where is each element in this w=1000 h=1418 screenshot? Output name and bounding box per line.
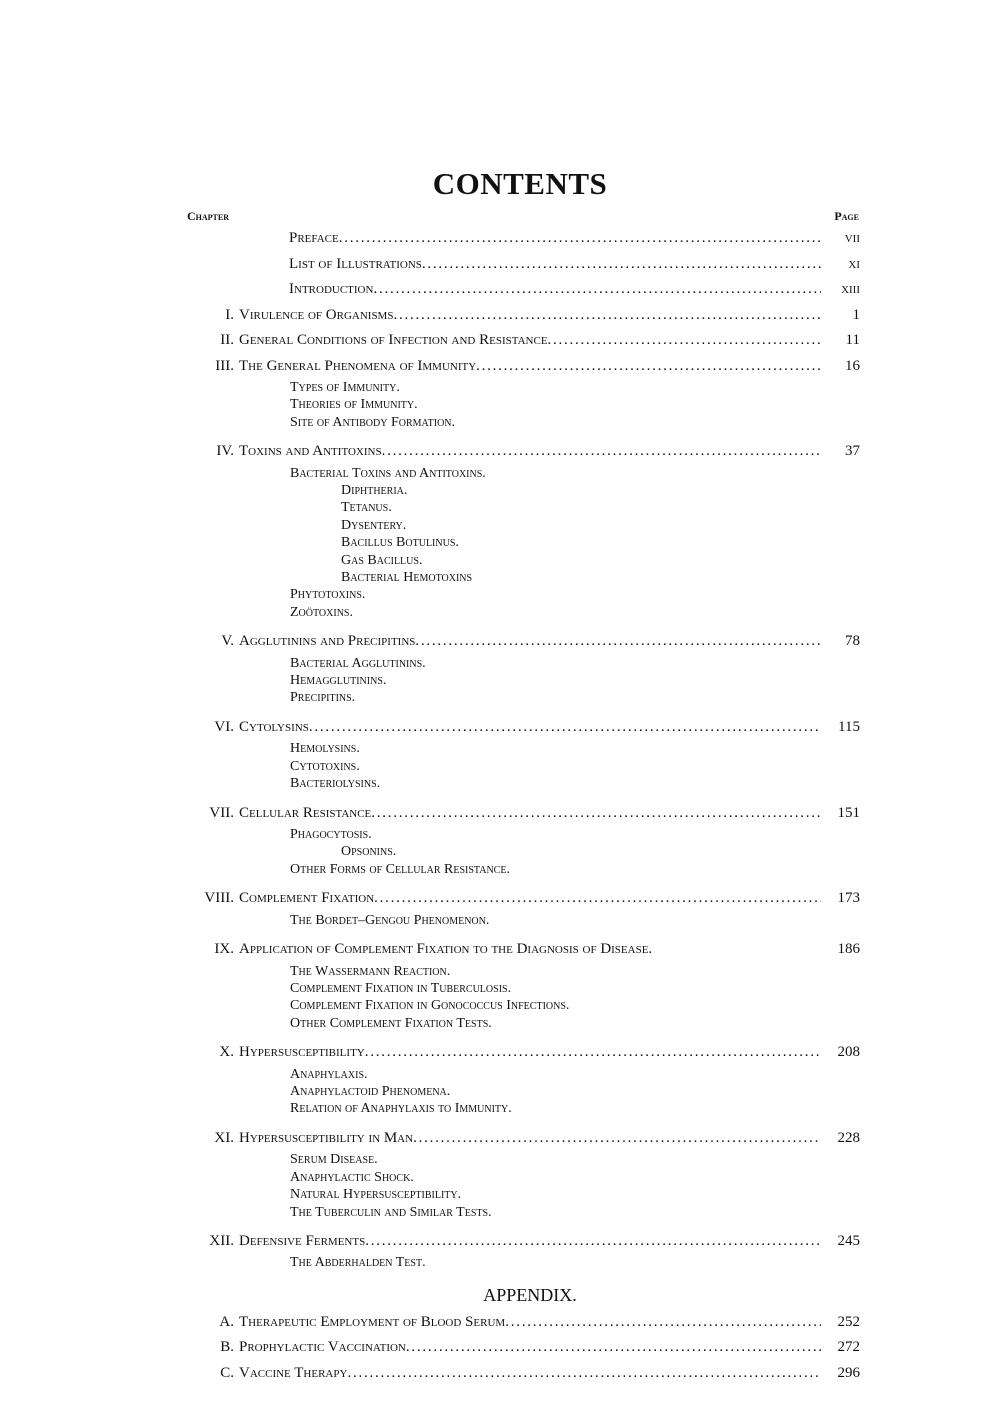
entry-title: Application of Complement Fixation to the Diagnosis of Disease. [239, 941, 653, 958]
sub-entry: Complement Fixation in Gonococcus Infections. [290, 998, 570, 1014]
spacer [0, 707, 1000, 715]
toc-entry [0, 1361, 1000, 1387]
entry-title: The General Phenomena of Immunity . . . [239, 354, 821, 380]
chapter-number: B. [220, 1339, 234, 1356]
page-title: CONTENTS [432, 166, 608, 201]
page-number: 37 [845, 443, 860, 460]
sub-entry: Other Complement Fixation Tests. [290, 1015, 492, 1031]
entry-title: Prophylactic Vaccination . . . [239, 1335, 821, 1361]
page-number: 272 [837, 1339, 860, 1356]
sub-entry: Bacterial Agglutinins. [290, 655, 426, 671]
entry-title: Vaccine Therapy . . . [239, 1361, 821, 1387]
chapter-number: II. [220, 332, 234, 348]
chapter-number: IX. [214, 941, 234, 958]
sub-entry: Complement Fixation in Tuberculosis. [290, 980, 512, 996]
entry-title: Cytolysins . . . [239, 715, 821, 741]
sub-entry: Bacteriolysins. [290, 776, 381, 792]
page-number: xiii [841, 281, 860, 297]
toc-entry [0, 886, 1000, 912]
sub-entry: Serum Disease. [290, 1152, 378, 1168]
sub-entry: Diphtheria. [341, 483, 408, 499]
chapter-number: XI. [214, 1129, 234, 1146]
chapter-number: I. [225, 306, 234, 323]
sub-entry: The Bordet–Gengou Phenomenon. [290, 912, 490, 928]
page-number: 115 [838, 718, 860, 735]
entry-title: Preface . . . [289, 226, 821, 252]
sub-entry: The Wassermann Reaction. [290, 963, 451, 979]
sub-entry: Dysentery. [341, 517, 407, 533]
entry-title: Introduction . . . [289, 277, 821, 303]
chapter-number: C. [220, 1364, 234, 1381]
sub-entry: Hemagglutinins. [290, 673, 387, 689]
sub-entry: The Tuberculin and Similar Tests. [290, 1204, 492, 1220]
page-number: 78 [845, 633, 860, 650]
page-number: 252 [837, 1313, 860, 1330]
chapter-number: VI. [214, 718, 234, 735]
toc-entry [0, 303, 1000, 329]
sub-entry: Bacterial Hemotoxins [341, 570, 473, 586]
page-number: 151 [837, 804, 860, 821]
toc-entry [0, 328, 1000, 354]
toc-entry [0, 1229, 1000, 1255]
sub-entry: Cytotoxins. [290, 758, 360, 774]
toc-entry [0, 1310, 1000, 1336]
spacer [0, 621, 1000, 629]
entry-title: Agglutinins and Precipitins . . . [239, 629, 821, 655]
toc-entry [0, 715, 1000, 741]
toc-entry [0, 226, 1000, 252]
sub-entry: The Abderhalden Test. [290, 1255, 426, 1271]
entry-title: Cellular Resistance . . . [239, 801, 821, 827]
page-number: 1 [852, 306, 860, 323]
spacer [0, 1221, 1000, 1229]
page-number: 245 [837, 1232, 860, 1249]
page-column-header: Page [834, 209, 859, 223]
sub-entry: Anaphylactoid Phenomena. [290, 1084, 451, 1100]
sub-entry: Phagocytosis. [290, 827, 372, 843]
entry-title: List of Illustrations . . . [289, 252, 821, 278]
sub-entry: Hemolysins. [290, 741, 360, 757]
chapter-number: III. [215, 357, 234, 374]
sub-entry: Opsonins. [341, 844, 397, 860]
page-number: 173 [837, 890, 860, 907]
chapter-number: VIII. [204, 890, 234, 907]
entry-title: General Conditions of Infection and Resistance . . . [239, 328, 821, 354]
toc-entry [0, 1335, 1000, 1361]
page-number: 296 [837, 1364, 860, 1381]
chapter-column-header: Chapter [187, 209, 230, 223]
chapter-number: XII. [209, 1232, 234, 1249]
toc-entry [0, 937, 1000, 963]
entry-title: Hypersusceptibility in Man . . . [239, 1126, 821, 1152]
spacer [0, 878, 1000, 886]
toc-entry [0, 1040, 1000, 1066]
sub-entry: Types of Immunity. [290, 380, 400, 395]
sub-entry: Precipitins. [290, 690, 356, 706]
toc-entry [0, 439, 1000, 465]
sub-entry: Gas Bacillus. [341, 552, 423, 568]
spacer [0, 431, 1000, 439]
chapter-number: X. [219, 1044, 234, 1061]
chapter-number: V. [221, 633, 234, 650]
spacer [0, 793, 1000, 801]
chapter-number: A. [219, 1313, 234, 1330]
chapter-number: VII. [209, 804, 234, 821]
sub-entry: Anaphylactic Shock. [290, 1169, 414, 1185]
page-number: 228 [837, 1129, 860, 1146]
toc-entry [0, 1126, 1000, 1152]
sub-entry: Natural Hypersusceptibility. [290, 1187, 462, 1203]
sub-entry: Site of Antibody Formation. [290, 414, 456, 430]
sub-entry: Tetanus. [341, 500, 392, 516]
spacer [0, 1272, 1000, 1280]
toc-entry [0, 277, 1000, 303]
page-number: 11 [845, 332, 860, 348]
sub-entry: Relation of Anaphylaxis to Immunity. [290, 1101, 512, 1117]
spacer [0, 929, 1000, 937]
page-number: 208 [837, 1044, 860, 1061]
page-number: 16 [845, 357, 860, 374]
spacer [0, 1032, 1000, 1040]
sub-entry: Bacterial Toxins and Antitoxins. [290, 465, 486, 481]
toc-entry [0, 354, 1000, 380]
sub-entry: Bacillus Botulinus. [341, 535, 459, 551]
appendix-heading: APPENDIX. [483, 1284, 577, 1305]
sub-entry: Zoötoxins. [290, 604, 353, 620]
entry-title: Toxins and Antitoxins . . . [239, 439, 821, 465]
entry-title: Therapeutic Employment of Blood Serum . . . [239, 1310, 821, 1336]
sub-entry: Other Forms of Cellular Resistance. [290, 861, 510, 877]
sub-entry: Theories of Immunity. [290, 397, 418, 413]
page-number: xi [848, 255, 860, 272]
toc-entry [0, 252, 1000, 278]
chapter-number: IV. [216, 443, 234, 460]
page-number: 186 [837, 941, 860, 958]
page-number: vii [844, 230, 860, 246]
entry-title: Virulence of Organisms . . . [239, 303, 821, 329]
toc-entry [0, 801, 1000, 827]
sub-entry: Phytotoxins. [290, 587, 366, 603]
entry-title: Complement Fixation . . . [239, 886, 821, 912]
entry-title: Hypersusceptibility . . . [239, 1040, 821, 1066]
entry-title: Defensive Ferments . . . [239, 1229, 821, 1255]
spacer [0, 1118, 1000, 1126]
table-of-contents [0, 226, 1000, 1386]
toc-entry [0, 629, 1000, 655]
sub-entry: Anaphylaxis. [290, 1066, 368, 1082]
